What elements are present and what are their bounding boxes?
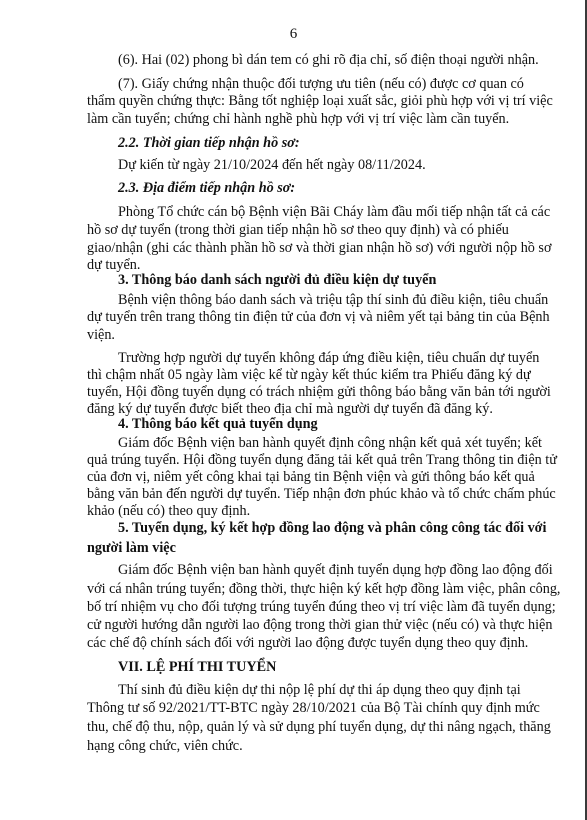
text-line: (6). Hai (02) phong bì dán tem có ghi rõ địa chỉ, số điện thoại người nhận. [118, 52, 539, 68]
text-line: các chế độ chính sách đối với người lao động được tuyển dụng theo quy định. [87, 635, 529, 651]
section-heading: 4. Thông báo kết quả tuyển dụng [118, 416, 318, 432]
text-line: Bệnh viện thông báo danh sách và triệu tập thí sinh đủ điều kiện, tiêu chuẩn [118, 292, 549, 308]
text-line: với cá nhân trúng tuyển; đồng thời, thực hiện ký kết hợp đồng làm việc, phân công, [87, 581, 561, 597]
text-line: Giám đốc Bệnh viện ban hành quyết định công nhận kết quả xét tuyển; kết [118, 435, 542, 451]
text-line: bằng văn bản đến người dự tuyển. Tiếp nhận đơn phúc khảo và tổ chức chấm phúc [87, 486, 556, 502]
text-line: hồ sơ dự tuyển (trong thời gian tiếp nhận hồ sơ theo quy định) và có phiếu [87, 222, 509, 238]
text-line: của đơn vị, niêm yết công khai tại bảng tin Bệnh viện và gửi thông báo kết quả [87, 469, 535, 485]
section-heading: 3. Thông báo danh sách người đủ điều kiện dự tuyển [118, 272, 437, 288]
text-line: giao/nhận (ghi các thành phần hồ sơ và thời gian nhận hồ sơ) với người nộp hồ sơ [87, 240, 552, 256]
text-line: Giám đốc Bệnh viện ban hành quyết định tuyển dụng hợp đồng lao động đối [118, 562, 553, 578]
text-line: Dự kiến từ ngày 21/10/2024 đến hết ngày 08/11/2024. [118, 157, 426, 173]
subsection-heading: 2.2. Thời gian tiếp nhận hồ sơ: [118, 135, 300, 151]
section-heading: 5. Tuyển dụng, ký kết hợp đồng lao động và phân công công tác đối với [118, 520, 547, 536]
text-line: bố trí nhiệm vụ cho đối tượng trúng tuyển đúng theo vị trí việc làm đã tuyển dụng; [87, 599, 556, 615]
section-heading: VII. LỆ PHÍ THI TUYỂN [118, 659, 277, 675]
text-line: thẩm quyền chứng thực: Bằng tốt nghiệp loại xuất sắc, giỏi phù hợp với vị trí việc [87, 93, 553, 109]
text-line: quả trúng tuyển. Hội đồng tuyển dụng đăng tải kết quả trên Trang thông tin điện tử [87, 452, 557, 468]
text-line: Thông tư số 92/2021/TT-BTC ngày 28/10/2021 của Bộ Tài chính quy định mức [87, 700, 540, 716]
section-heading: người làm việc [87, 540, 176, 556]
text-line: Trường hợp người dự tuyển không đáp ứng điều kiện, tiêu chuẩn dự tuyển [118, 350, 540, 366]
subsection-heading: 2.3. Địa điểm tiếp nhận hồ sơ: [118, 180, 296, 196]
text-line: thu, chế độ thu, nộp, quản lý và sử dụng phí tuyển dụng, dự thi nâng ngạch, thăng [87, 719, 551, 735]
text-line: làm cần tuyển; chứng chỉ hành nghề phù hợp với vị trí việc làm cần tuyển. [87, 111, 510, 127]
text-line: Thí sinh đủ điều kiện dự thi nộp lệ phí dự thi áp dụng theo quy định tại [118, 682, 521, 698]
text-line: dự tuyển. [87, 257, 141, 273]
text-line: đăng ký dự tuyển được biết theo địa chỉ mà người dự tuyển đã đăng ký. [87, 401, 493, 417]
text-line: viện. [87, 327, 115, 343]
text-line: tuyển, Hội đồng tuyển dụng có trách nhiệm gửi thông báo bằng văn bản tới người [87, 384, 551, 400]
text-line: khảo (nếu có) theo quy định. [87, 503, 251, 519]
text-line: (7). Giấy chứng nhận thuộc đối tượng ưu tiên (nếu có) được cơ quan có [118, 76, 524, 92]
text-line: thì chậm nhất 05 ngày làm việc kể từ ngày kết thúc kiểm tra Phiếu đăng ký dự [87, 367, 531, 383]
page-number: 6 [289, 26, 298, 42]
text-line: dự tuyển trên trang thông tin điện tử của đơn vị và niêm yết tại bảng tin của Bệnh [87, 309, 550, 325]
text-line: Phòng Tổ chức cán bộ Bệnh viện Bãi Cháy làm đầu mối tiếp nhận tất cả các [118, 204, 551, 220]
text-line: hạng công chức, viên chức. [87, 738, 243, 754]
text-line: cử người hướng dẫn người lao động trong thời gian thử việc (nếu có) và thực hiện [87, 617, 553, 633]
